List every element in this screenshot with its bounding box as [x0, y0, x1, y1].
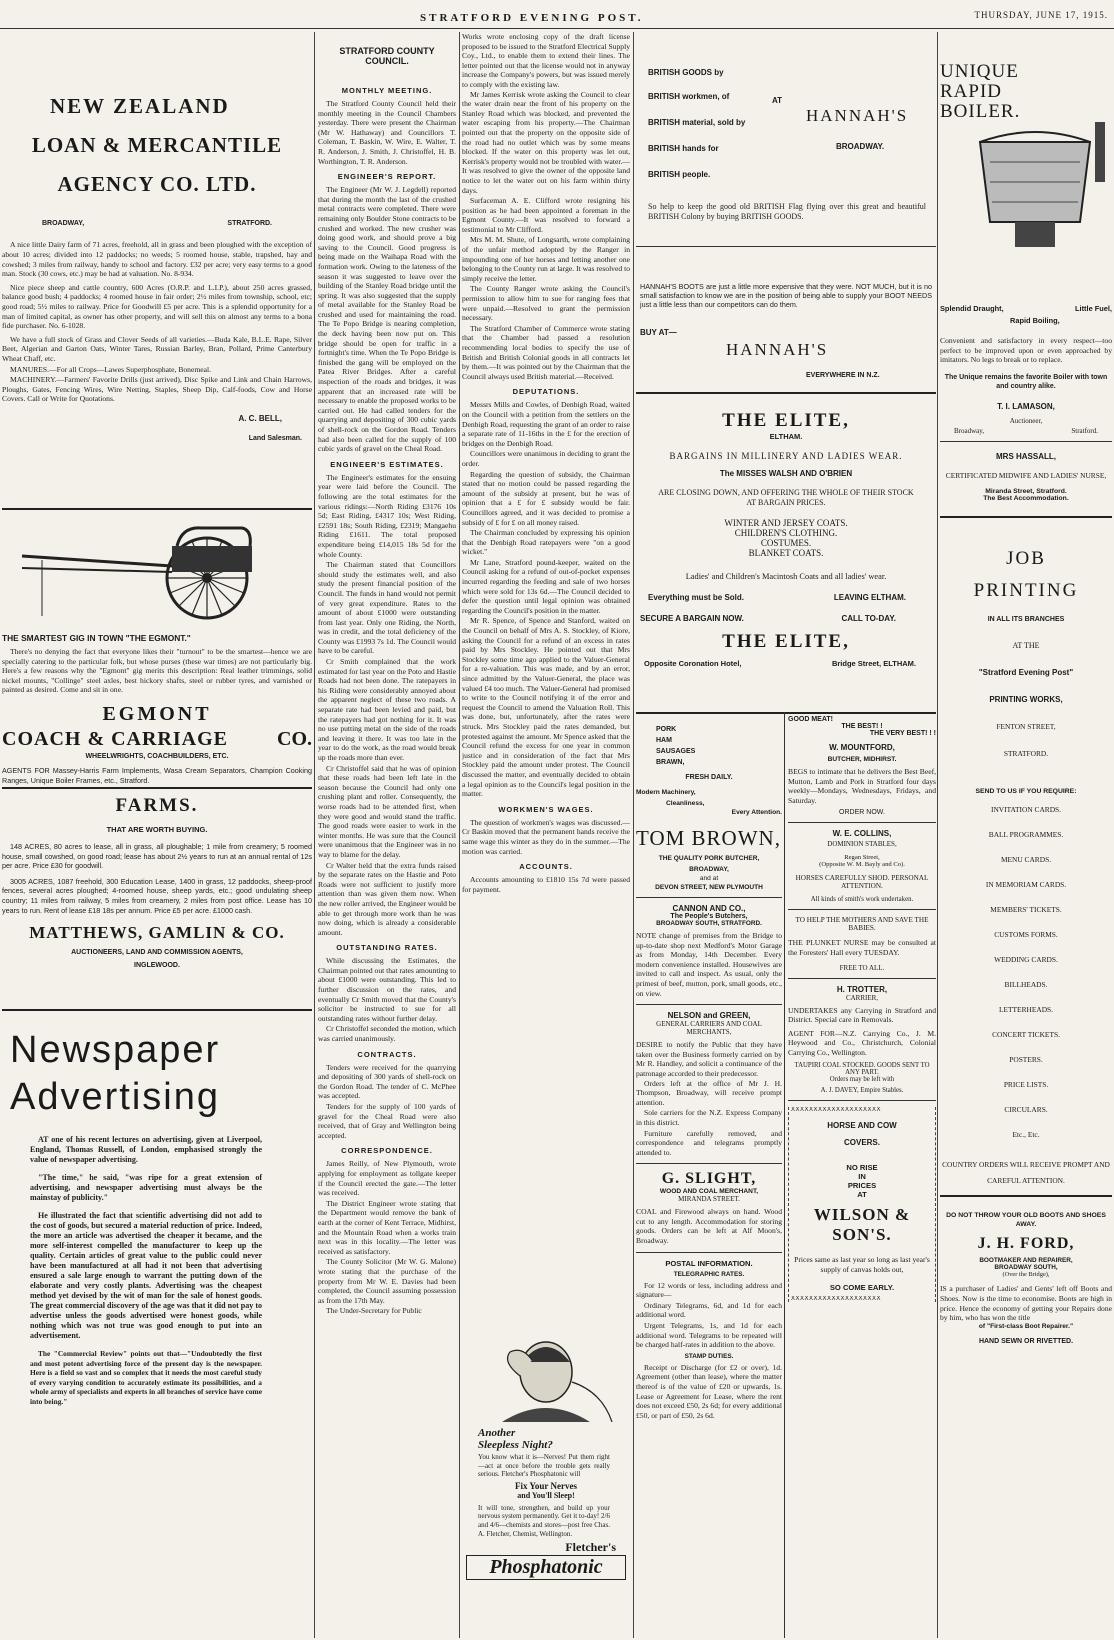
- article-paragraph: Messrs Mills and Cowles, of Denbigh Road, waited on the Council with a petition from the settlers on the Denbigh Road, requesting the grant of an order to raise a separate rate of 11-16ths in the £ for the erection of bridges on the Denbigh Road.: [462, 400, 630, 448]
- ad-paragraph: UNDERTAKES any Carrying in Stratford and District. Special care in Removals.: [788, 1005, 936, 1025]
- ad-paragraph: COUNTRY ORDERS WILL RECEIVE PROMPT AND CAREFUL ATTENTION.: [942, 1160, 1110, 1186]
- ad-line: of "First-class Boot Repairer.": [978, 1322, 1074, 1330]
- ad-line: WINTER AND JERSEY COATS.: [724, 518, 848, 528]
- ad-line: STAMP DUTIES.: [684, 1352, 734, 1360]
- article-paragraph: Mr Lane, Stratford pound-keeper, waited on the Council asking for a refund of out-of-pocket expenses incurred regarding the feeding and sale of two horses which were sold for 13s 6d.—The Council decided to defer the question until legal opinion was obtained regarding the Council's position in the matter.: [462, 557, 630, 615]
- ad-paragraph: It will tone, strengthen, and build up your nervous system permanently. Get it to-day! 2/6 and 4/6—chemists and stores—post free Chas. A. Fletcher, Chemist, Wellington.: [478, 1503, 610, 1538]
- ad-line: PORK: [656, 726, 677, 733]
- column-1: [2, 32, 312, 1638]
- ad-line: AT THE: [1012, 641, 1040, 651]
- article-paragraph: Tenders for the supply of 100 yards of gravel for the Cheal Road were also received, that of Gray and Wellington being accepted.: [318, 1102, 456, 1140]
- ad-line: PRICES: [847, 1180, 877, 1190]
- article-paragraph: Councillors were unanimous in deciding to grant the order.: [462, 449, 630, 468]
- ad-line: Bridge Street, ELTHAM.: [831, 659, 916, 668]
- ad-subheading: AUCTIONEERS, LAND AND COMMISSION AGENTS,: [71, 949, 243, 957]
- ad-heading: COACH & CARRIAGE: [2, 727, 228, 750]
- ad-line: Broadway,: [954, 426, 985, 435]
- article-paragraph: Cr Christoffel seconded the motion, which was carried unanimously.: [318, 1024, 456, 1044]
- ad-line: AT: [772, 96, 783, 105]
- ad-headline: Fix Your Nerves: [515, 1480, 577, 1491]
- job-printing-ad: [940, 548, 1112, 1189]
- ad-paragraph: Furniture carefully removed, and correspondence and telegrams promptly attended to.: [636, 1128, 782, 1157]
- ad-line: CERTIFICATED MIDWIFE AND LADIES' NURSE,: [945, 470, 1107, 480]
- ad-line: MIRANDA STREET.: [678, 1195, 740, 1204]
- ad-heading: UNIQUE: [940, 61, 1019, 82]
- article-paragraph: Cr Christoffel said that he was of opinion that these roads had been left late in the season because the Council had only one crushing plant and roller. Consequently, the worse roads had to be attended first, when they were good and would stand the traffic. The good roads were easier to work in the winter months. He was sure that the Council were unanimous that the Engineer was in no way to blame for the delay.: [318, 763, 456, 859]
- ad-heading: NEW ZEALAND: [50, 94, 230, 118]
- postal-info: [636, 1259, 782, 1421]
- ad-line: BARGAINS IN MILLINERY AND LADIES WEAR.: [669, 451, 903, 461]
- ad-paragraph: We have a full stock of Grass and Clover Seeds of all varieties.—Buda Kale, B.L.E. Rape, Silver Beet, Algerian and Garton Oats, Winter Tares, Russian Barley, Bran, Pollard, Prime Canterbury Wheat Chaff, etc.: [2, 334, 312, 363]
- section-heading: ENGINEER'S REPORT.: [337, 172, 437, 182]
- elite-ad: [636, 410, 936, 710]
- ad-line: Little Fuel,: [1075, 304, 1112, 313]
- ad-line: THE QUALITY PORK BUTCHER,: [658, 855, 760, 862]
- section-heading: MONTHLY MEETING.: [341, 86, 433, 95]
- ad-heading: PRINTING: [973, 580, 1079, 602]
- article-paragraph: The Stratford County Council held their monthly meeting in the Council Chambers yesterday. There were present the Chairman (Mr W. Hathaway) and Councillors T. Coleman, T. Baskin, W. Wire, E. Walter, T. R. Anderson, J. Smith, J. Christoffel, H. B. Worthington, T. R. Anderson.: [318, 99, 456, 166]
- article-paragraph: Works wrote enclosing copy of the draft license proposed to be issued to the Stratford Electrical Supply Coy., Ltd., to enable them to extend their lines. The letter pointed out that the license would not in anyway increase the Company's powers, but was issued merely to comply with the existing law.: [462, 32, 630, 89]
- ad-line: HAND SEWN OR RIVETTED.: [978, 1337, 1074, 1345]
- ad-paragraph: MACHINERY.—Farmers' Favorite Drills (just arrived), Disc Spike and Link and Chain Harrows, Ploughs, Gates, Fencing Wires, Wire Netting, Staples, Sheep Dip, Calf-foods, Cow and Horse Covers. Call or Write for Quotations.: [2, 375, 312, 404]
- ad-line: TELEGRAPHIC RATES.: [673, 1270, 745, 1278]
- ad-heading: MATTHEWS, GAMLIN & CO.: [29, 923, 285, 943]
- ad-heading: HORSE AND COW: [827, 1120, 897, 1130]
- article-paragraph: The Chairman stated that Councillors should study the estimates well, and also study the present financial position of the Council. The funds in hand would not permit of very great expenditure. Rates to the amount of about £1000 were outstanding from last year. Only one Riding, the North, was in credit, and the total deficiency of the County was £1993 7s 1d. The Council would have to be careful.: [318, 560, 456, 656]
- article-paragraph: The District Engineer wrote stating that the Department would remove the bank of earth at the corner of Kent Terrace, Midhirst, and the Mountain Road when a works train next was in this locality.—The letter was received as satisfactory.: [318, 1198, 456, 1256]
- ad-line: Everything must be Sold.: [648, 593, 745, 602]
- ad-line: BROADWAY,: [689, 866, 729, 873]
- boiler-illustration: [960, 122, 1110, 252]
- ad-paragraph: A nice little Dairy farm of 71 acres, freehold, all in grass and been ploughed with the exception of about 10 acres; divided into 12 paddocks; no weeds; 5 roomed house, stable, trapshed, hay and cowshed; 3 miles from railway, handy to school and factory. £32 per acre; very easy terms to a good man. Stock (30 cows, etc.) may be had at valuation. No. 8-934.: [2, 240, 312, 279]
- article-paragraph: AT one of his recent lectures on advertising, given at Liverpool, England, Thomas Russell, of London, emphasised strongly the value of newspaper advertising.: [30, 1135, 262, 1164]
- job-item: CONCERT TICKETS.: [992, 1030, 1060, 1040]
- ad-line: THE VERY BEST! ! !: [869, 730, 936, 737]
- x-border: XXXXXXXXXXXXXXXXXXXX: [791, 1106, 882, 1113]
- job-items-list: [940, 805, 1112, 1139]
- article-paragraph: The Stratford Chamber of Commerce wrote stating that the Chamber had passed a resolution recommending local bodies to specify the use of British and British Colonial goods in all contracts let by them.—It was pointed out by the Chairman that the Council always used British material.—Received.: [462, 323, 630, 381]
- article-title: COUNCIL.: [365, 56, 409, 66]
- job-item: LETTERHEADS.: [999, 1005, 1053, 1015]
- ad-town: STRATFORD.: [227, 220, 272, 227]
- column-4: [636, 32, 936, 1638]
- column-5: [940, 32, 1112, 1638]
- col4-right: [788, 716, 936, 1302]
- job-item: Etc., Etc.: [1012, 1130, 1040, 1140]
- ad-heading: RAPID: [940, 81, 1003, 102]
- slight-ad: [636, 1170, 782, 1245]
- ad-heading: HANNAH'S: [806, 106, 909, 125]
- ad-paragraph: COAL and Firewood always on hand. Wood cut to any length. Accommodation for storing goods. Orders can be left at Alf Moon's, Broadway.: [636, 1207, 782, 1246]
- ad-paragraph: Prices same as last year so long as last year's supply of canvas holds out,: [794, 1254, 930, 1274]
- ad-line: FREE TO ALL.: [839, 963, 885, 972]
- ad-line: FRESH DAILY.: [685, 774, 733, 781]
- ad-paragraph: Sole carriers for the N.Z. Express Company in this district.: [636, 1108, 782, 1127]
- article-paragraph: Accounts amounting to £1810 15s 7d were passed for payment.: [462, 875, 630, 894]
- ad-line: A. J. DAVEY, Empire Stables.: [820, 1086, 904, 1094]
- article-paragraph: The Engineer (Mr W. J. Legdell) reported that during the month the last of the crushed metal contracts were completed. There were remaining only Boulder Stone contracts to be crushed and worked. The new crusher was doing good work, and should prove a big saving to the Council. Good progress is being made on the Waihapa Road with the formation work. Owing to the lateness of the season it was suggested to leave over the building of the Stanley Road bridge until the spring. It was also suggested that the supply of metal available for the Stanley Road be crushed and used for maintaining the road. The Te Popo Bridge is nearing completion, the deck having been now put on. This bridge should be open for traffic in a fortnight's time. When the Te Popo Bridge is finished the gang will be employed on the Patea River Bridges. After a careful inspection of the roads and bridges, it was apparent that an increased rate will be necessary to enable the proposed works to be carried out. He had called tenders for the quarrying and depositing of 300 cubic yards of shell-rock on the Gordon Road. Tenders had also been called for the supply of 100 cubic yards of gravel on the Cheal Road.: [318, 185, 456, 454]
- ad-heading: CANNON AND CO.,: [672, 904, 746, 913]
- plunket-ad: [788, 916, 936, 971]
- article-title: STRATFORD COUNTY: [339, 46, 435, 56]
- article-title: Advertising: [10, 1076, 220, 1118]
- ad-line: BUY AT—: [640, 328, 677, 337]
- ad-line: BRITISH hands for: [648, 144, 719, 153]
- article-paragraph: The County Ranger wrote asking the Council's permission to allow him to sue for ranging fees that were unpaid.—Resolved to grant the permission necessary.: [462, 284, 630, 323]
- ad-heading: JOB: [1006, 548, 1046, 570]
- ad-line: All kinds of smith's work undertaken.: [810, 896, 914, 904]
- ad-line: (Opposite W. M. Bayly and Co).: [819, 861, 905, 869]
- column-2: [318, 32, 456, 1638]
- ad-town: ELTHAM.: [769, 432, 803, 441]
- ad-line: Orders may be left with: [829, 1075, 895, 1083]
- mountford-ad: [788, 716, 936, 816]
- ad-line: GOOD MEAT!: [788, 716, 833, 723]
- ad-line: CALL TO-DAY.: [841, 614, 896, 623]
- ad-headline: Another: [478, 1427, 516, 1439]
- ad-subheading: WHEELWRIGHTS, COACHBUILDERS, ETC.: [85, 752, 229, 760]
- section-heading: CONTRACTS.: [357, 1049, 417, 1059]
- ad-heading: FARMS.: [115, 795, 199, 816]
- phosphatonic-ad: [462, 1332, 630, 1632]
- ad-line: BOOTMAKER AND REPAIRER,: [979, 1257, 1073, 1265]
- ad-heading: W. MOUNTFORD,: [829, 743, 895, 752]
- ad-line: BUTCHER, MIDHIRST.: [827, 756, 897, 763]
- ad-paragraph: Convenient and satisfactory in every respect—too perfect to be improved upon or even approached by imitators. No legs to break or to replace.: [940, 336, 1112, 365]
- ad-line: ORDER NOW.: [839, 809, 885, 817]
- ad-heading: TO HELP THE MOTHERS AND SAVE THE BABIES.: [795, 916, 929, 933]
- ad-line: FENTON STREET,: [996, 722, 1056, 732]
- article-paragraph: Mr James Kerrisk wrote asking the Council to clear the water drain near the front of his property on the Stanley Road which was blocked, and prevented the water escaping from his property.—The Chairman pointed out that the property on the opposite side of the road had no outlet which was by some means blocked. If the water on this property was let out, Kerrisk's property would not be troubled with water.—It was resolved to give the owner of the opposite land notice to let the water out on his farm within thirty days.: [462, 89, 630, 195]
- ad-heading: LOAN & MERCANTILE: [31, 133, 283, 157]
- ad-line: Cleanliness,: [666, 800, 705, 807]
- ad-line: COSTUMES.: [760, 538, 812, 548]
- job-item: MEMBERS' TICKETS.: [990, 905, 1062, 915]
- newspaper-advertising-article: [2, 1029, 312, 1407]
- article-paragraph: "The time," he said, "was ripe for a great extension of advertising, and newspaper advertising must always be the mainstay of publicity.": [30, 1173, 262, 1202]
- ad-heading: NELSON and GREEN,: [667, 1011, 751, 1021]
- nz-loan-ad: [2, 32, 312, 502]
- ad-heading: THE ELITE,: [722, 631, 850, 652]
- job-item: POSTERS.: [1009, 1055, 1043, 1065]
- job-item: BILLHEADS.: [1004, 980, 1048, 990]
- trotter-ad: [788, 985, 936, 1094]
- ad-line: The People's Butchers,: [670, 913, 748, 920]
- article-paragraph: Tenders were received for the quarrying and depositing of 300 yards of shell-rock on the Gordon Road. The tender of C. McPhee was accepted.: [318, 1062, 456, 1101]
- col4-left: [636, 716, 782, 1421]
- ad-line: Miranda Street, Stratford.: [985, 488, 1067, 496]
- ad-line: HORSES CAREFULLY SHOD. PERSONAL ATTENTION.: [795, 874, 929, 891]
- ad-headline: THE SMARTEST GIG IN TOWN "THE EGMONT.": [2, 633, 191, 643]
- masthead: [0, 8, 1114, 29]
- ad-heading: CO.: [277, 727, 312, 750]
- article-paragraph: The "Commercial Review" points out that—"Undoubtedly the first and most potent advertising force of the present day is the newspaper. Here is a field so vast and so complex that it needs the most careful study of every varying condition to accurately estimate its possibilities, and a whole army of specialists and experts in all branches of service have come into being.": [30, 1349, 262, 1406]
- ad-line: NO RISE: [846, 1162, 878, 1172]
- ad-paragraph: NOTE change of premises from the Bridge to up-to-date shop next Medford's Motor Garage as from Monday, 14th December. Every modern convenience installed. Housewives are invited to call and inspect. As usual, only the primest of beef, mutton, pork, small goods, etc., on view.: [636, 931, 782, 998]
- section-heading: DEPUTATIONS.: [512, 387, 580, 397]
- column-rule: [937, 32, 938, 1638]
- ad-line: and at: [699, 875, 719, 882]
- ad-heading: W. E. COLLINS,: [832, 829, 892, 839]
- x-border: XXXXXXXXXXXXXXXXXXXX: [791, 1295, 882, 1302]
- ad-line: BROADWAY SOUTH, STRATFORD.: [656, 920, 762, 927]
- ad-brand: Phosphatonic: [466, 1555, 626, 1580]
- article-paragraph: Cr Smith complained that the work estimated for last year on the Poto and Hastie Roads had not been done. The ratepayers in his Riding were considerably annoyed about the apparent neglect of these two roads. A separate rate had been levied and paid, but the ratepayers had got nothing for it. It was no use putting metal on the side of the roads and leaving it there. It was too late in the year to do the work, as the road would break up the roads more than ever.: [318, 657, 456, 762]
- article-paragraph: The County Solicitor (Mr W. G. Malone) wrote stating that the purchase of the property from Mr W. E. Davies had been completed, the Council assuming possession as from the 17th May.: [318, 1257, 456, 1305]
- ad-heading: EGMONT: [102, 702, 212, 725]
- ad-line: BRITISH material, sold by: [648, 118, 746, 127]
- ad-line: EVERYWHERE IN N.Z.: [806, 372, 880, 379]
- ad-line: AT: [857, 1189, 867, 1199]
- article-paragraph: James Reilly, of New Plymouth, wrote applying for employment as tollgate keeper if the Council erected the gate.—The letter was received.: [318, 1159, 456, 1198]
- sleepless-man-illustration: [462, 1332, 630, 1422]
- ad-line: HAM: [656, 737, 672, 744]
- ad-line: WOOD AND COAL MERCHANT,: [659, 1188, 759, 1196]
- ad-line: SECURE A BARGAIN NOW.: [640, 614, 744, 623]
- ad-line: DO NOT THROW YOUR OLD BOOTS AND SHOES AWAY.: [946, 1212, 1106, 1229]
- ad-line: BRAWN,: [656, 759, 685, 766]
- article-paragraph: The Under-Secretary for Public: [326, 1306, 422, 1316]
- farms-ad: [2, 795, 312, 995]
- ad-line: Auctioneer,: [1009, 416, 1043, 425]
- job-item: IN MEMORIAM CARDS.: [985, 880, 1067, 890]
- ad-line: LEAVING ELTHAM.: [833, 593, 906, 602]
- job-item: CUSTOMS FORMS.: [994, 930, 1058, 940]
- paper-date: THURSDAY, JUNE 17, 1915.: [974, 10, 1108, 20]
- ad-heading: SON'S.: [832, 1224, 892, 1244]
- ad-line: BRITISH GOODS by: [648, 68, 724, 77]
- ad-line: SEND TO US IF YOU REQUIRE:: [975, 788, 1077, 796]
- article-paragraph: He illustrated the fact that scientific advertising did not add to the cost of goods, but secured a material reduction of price. Indeed, the more an article was advertised the cheaper it became, and the more self-interest compelled the manufacturer to keep up the quality. Certain articles of great value to the public could never have been manufactured at all had it not been that advertising ensured a sale large enough to warrant the putting down of the elaborate and very costly plants. Advertising was the cheapest method yet devised by the wit of man for the sale of honest goods. The great commercial discovery of the age was that it did not pay to advertise unless the goods advertised were honest goods, while nothing which was not true was good enough to put into an advertisement.: [30, 1211, 262, 1340]
- job-item: WEDDING CARDS.: [994, 955, 1058, 965]
- cannon-ad: [636, 904, 782, 998]
- section-heading: WORKMEN'S WAGES.: [498, 804, 594, 814]
- ad-line: CARRIER,: [845, 993, 879, 1002]
- ad-town: INGLEWOOD.: [134, 962, 180, 970]
- article-paragraph: Cr Walter held that the extra funds raised by the separate rates on the Hastie and Poto Roads were not sufficient to justify more attention than was given them now. When the new roller arrived, the Engineer would be able to get through more work than he was now doing, which is already a considerable amount.: [318, 860, 456, 937]
- job-item: CIRCULARS.: [1004, 1105, 1048, 1115]
- column-rule: [314, 32, 315, 1638]
- ad-line: TAUPIRI COAL STOCKED. GOODS SENT TO ANY PART.: [794, 1061, 930, 1076]
- ad-heading: MRS HASSALL,: [996, 451, 1056, 461]
- gig-illustration: [2, 516, 302, 626]
- ad-line: SO COME EARLY.: [829, 1282, 895, 1292]
- article-paragraph: Regarding the question of subsidy, the Chairman stated that no motion could be passed regarding the amount of the subsidy at present, but he was of opinion that a £ for £ subsidy would be fair. Councillors agreed, and it was decided to promise a subsidy of £ for £ on all money raised.: [462, 469, 630, 527]
- ad-paragraph: BEGS to intimate that he delivers the Best Beef, Mutton, Lamb and Pork in Stratford four days weekly—Mondays, Wednesdays, Fridays, and Saturday.: [788, 767, 936, 805]
- ad-paragraph: THE PLUNKET NURSE may be consulted at the Foresters' Hall every TUESDAY.: [788, 938, 936, 957]
- ad-heading: G. SLIGHT,: [661, 1170, 757, 1188]
- ad-heading: TOM BROWN,: [636, 826, 781, 850]
- wilson-ad: [788, 1107, 936, 1302]
- ad-paragraph: The Unique remains the favorite Boiler with town and country alike.: [944, 373, 1108, 391]
- ad-line: BROADWAY.: [836, 142, 885, 151]
- ad-line: Stratford.: [1071, 426, 1098, 435]
- ad-line: SAUSAGES: [656, 748, 696, 755]
- ad-heading: T. I. LAMASON,: [997, 401, 1055, 411]
- job-item: BALL PROGRAMMES.: [988, 830, 1064, 840]
- ad-line: The MISSES WALSH AND O'BRIEN: [719, 469, 853, 478]
- column-3: [462, 32, 630, 1638]
- ad-line: The Best Accommodation.: [983, 495, 1069, 503]
- ad-paragraph: 3005 ACRES, 1087 freehold, 300 Education Lease, 1400 in grass, 12 paddocks, sheep-proof fences, several acres ploughed; 4-roomed house, sheep yards, etc.; good undulating sheep country; 11 miles from railway, 5 miles from creamery, 2 miles from post office. Lease has 10 years to run. Rent of lease £18 18s per annum. Price £5 per acre. £1000 cash.: [2, 876, 312, 915]
- article-paragraph: The Engineer's estimates for the ensuing year were laid before the Council. The following are the total estimates for the various ridings:—North Riding £3176 10s 5d; East Riding, £4317 10s; West Riding, £2591 18s; South Riding, £2319; Mangaehu Riding £1611. The total proposed expenditure being £14,015 18s 5d for the whole County.: [318, 472, 456, 559]
- ad-paragraph: Ordinary Telegrams, 6d, and 1d for each additional word.: [636, 1300, 782, 1320]
- ad-line: IN: [858, 1171, 866, 1181]
- ad-paragraph: MANURES.—For all Crops—Lawes Superphosphate, Bonemeal.: [10, 364, 212, 374]
- ad-headline: and You'll Sleep!: [517, 1490, 575, 1500]
- ad-line: Opposite Coronation Hotel,: [644, 659, 742, 668]
- ad-line: BLANKET COATS.: [748, 548, 824, 558]
- ad-subheading: THAT ARE WORTH BUYING.: [106, 825, 208, 834]
- ad-line: Ladies' and Children's Macintosh Coats and all ladies' wear.: [685, 572, 887, 581]
- article-paragraph: The question of workmen's wages was discussed.—Cr Baskin moved that the permanent hands receive the same wage this winter as they do in the summer.—The motion was carried.: [462, 817, 630, 856]
- article-paragraph: Mr R. Spence, of Spence and Stanford, waited on the Council on behalf of Mrs A. S. Stockley, of Kiore, asking the Council for a refund of an excess in rates paid by Mrs Stockley. He pointed out that Mrs Stockley some time ago applied to the Valuer-General for a re-valuation. This was made, and by an error, since admitted by the Valuer-General, the place was valued £4 too much. The Valuer-General had promised to write to the Council notifying it of the error and request the Council to amend the Valuation Roll. This was done, but, unfortunately, after the rates were struck. Mrs Stockley paid the rates demanded, but protested against the amount. Mr Spence asked that the Council refund the excess for one year in common justice and in consideration of the fact that Mrs Stockley paid the amount under protest. The Council discussed the matter, and eventually decided to obtain a legal opinion as to the Council's legal position in the matter.: [462, 616, 630, 799]
- article-paragraph: The Chairman concluded by expressing his opinion that the Denbigh Road ratepayers were "on a good wicket.": [462, 528, 630, 557]
- article-paragraph: Mrs M. M. Shute, of Longsarth, wrote complaining of the unfair method adopted by the Ranger in impounding one of her horses and letting another one belonging to the County run at large. It was resolved to simply receive the letter.: [462, 235, 630, 283]
- ad-paragraph: Orders left at the office of Mr J. H. Thompson, Broadway, will receive prompt attention.: [636, 1078, 782, 1107]
- ad-line: CHILDREN'S CLOTHING.: [734, 528, 838, 538]
- section-heading: OUTSTANDING RATES.: [336, 943, 438, 953]
- ad-paragraph: For 12 words or less, including address and signature—: [636, 1280, 782, 1300]
- ad-heading: BOILER.: [940, 101, 1021, 122]
- tom-brown-ad: [636, 726, 782, 891]
- ad-line: Every Attention.: [731, 809, 782, 816]
- ad-heading: COVERS.: [843, 1137, 880, 1147]
- ad-line: BROADWAY SOUTH,: [994, 1264, 1058, 1272]
- ad-line: Regan Street,: [844, 854, 880, 862]
- ford-ad: [940, 1211, 1112, 1344]
- ad-line: ARE CLOSING DOWN, AND OFFERING THE WHOLE OF THEIR STOCK AT BARGAIN PRICES.: [658, 488, 914, 507]
- collins-ad: [788, 829, 936, 903]
- ad-heading: HANNAH'S: [726, 340, 829, 359]
- ad-paragraph: AGENTS FOR Massey-Harris Farm Implements, Wasa Cream Separators, Champion Cooking Ranges, Unique Boiler Frames, etc., Stratford.: [2, 765, 312, 785]
- job-item: INVITATION CARDS.: [990, 805, 1062, 815]
- column-rule: [633, 32, 634, 1638]
- ad-line: DEVON STREET, NEW PLYMOUTH: [655, 884, 763, 891]
- unique-boiler-ad: [940, 32, 1112, 332]
- ad-heading: H. TROTTER,: [836, 984, 888, 994]
- ad-line: "Stratford Evening Post": [978, 668, 1074, 678]
- ad-paragraph: Receipt or Discharge (for £2 or over), 1d. Agreement (other than lease), where the matter thereof is of the value of £20 or upwards, 1s. Lease or Agreement for Lease, where the rent does not exceed £50, 2s 6d; for every additional £50, or part of £50, 2s 6d.: [636, 1362, 782, 1420]
- egmont-ad: [2, 516, 312, 785]
- ad-paragraph: You know what it is—Nerves! Put them right—act at once before the trouble gets really serious. Fletcher's Phosphatonic will: [478, 1453, 610, 1479]
- article-paragraph: While discussing the Estimates, the Chairman pointed out that rates amounting to about £1000 were outstanding. This led to further discussion on the rates, and eventually Cr Smith moved that the County's solicitor be instructed to sue for all outstanding rates without further delay.: [318, 956, 456, 1023]
- ad-line: GENERAL CARRIERS AND COAL MERCHANTS,: [656, 1020, 762, 1037]
- paper-title: STRATFORD EVENING POST.: [420, 12, 644, 24]
- ad-line: STRATFORD.: [1003, 749, 1049, 759]
- column-rule: [459, 32, 460, 1638]
- ad-line: PRINTING WORKS,: [989, 695, 1063, 705]
- article-paragraph: Surfaceman A. E. Clifford wrote resigning his position as he had been appointed a foreman in the Egmont County.—It was resolved to forward a testimonial to Mr Clifford.: [462, 196, 630, 234]
- ad-signature: Land Salesman.: [248, 434, 302, 442]
- ad-line: Rapid Boiling,: [1010, 316, 1060, 325]
- hannahs-ad: [636, 32, 936, 379]
- ad-line: IN ALL ITS BRANCHES: [987, 616, 1065, 624]
- ad-heading: POSTAL INFORMATION.: [665, 1258, 753, 1268]
- job-item: PRICE LISTS.: [1003, 1080, 1049, 1090]
- ad-line: (Over the Bridge),: [1002, 1271, 1050, 1279]
- ad-heading: THE ELITE,: [722, 410, 850, 431]
- section-heading: ACCOUNTS.: [519, 862, 573, 872]
- ad-heading: WILSON &: [813, 1204, 911, 1224]
- job-item: MENU CARDS.: [1000, 855, 1052, 865]
- ad-paragraph: IS a purchaser of Ladies' and Gents' left off Boots and Shoes. Now is the time to economise. Boots are high in price. Hence the economy of getting your Repairs done by him, who has won the title: [940, 1284, 1112, 1323]
- ad-paragraph: 148 ACRES, 80 acres to lease, all in grass, all ploughable; 1 mile from creamery; 5 roomed house, small cowshed, on good road; lease has about 2½ years to run at an annual rental of 12s per acre. Price £30 for goodwill.: [2, 842, 312, 871]
- ad-paragraph: HANNAH'S BOOTS are just a little more expensive that they were. NOT MUCH, but it is no small satisfaction to know we are in the position of being able to supply your BOOT NEEDS just a little less than our competitors can do them.: [640, 282, 932, 309]
- section-heading: CORRESPONDENCE.: [341, 1146, 433, 1156]
- nelson-green-ad: [636, 1011, 782, 1157]
- ad-headline: Sleepless Night?: [478, 1439, 553, 1451]
- ad-signature: A. C. BELL,: [238, 413, 282, 423]
- ad-heading: J. H. FORD,: [977, 1235, 1075, 1253]
- ad-heading: AGENCY CO. LTD.: [57, 172, 257, 196]
- ad-paragraph: There's no denying the fact that everyone likes their "turnout" to be the smartest—hence we are specially catering to the particular folk, but whose purses (these war times) are not particularly big. Here's a few reasons why the "Egmont" gig merits this description: Real leather trimmings, solid nickel mounts, "Collinge" steel axles, best hickory shafts, steel or rubber tyres, and varnished or painted as desired. Come and sit in one.: [2, 647, 312, 695]
- article-title: Newspaper: [10, 1029, 221, 1071]
- ad-line: BRITISH people.: [648, 170, 711, 179]
- ad-paragraph: AGENT FOR—N.Z. Carrying Co., J. M. Heywood and Co., Christchurch, Colonial Carrying Co., Wellington.: [788, 1028, 936, 1057]
- ad-address: BROADWAY,: [42, 220, 85, 227]
- ad-brand: Fletcher's: [565, 1540, 616, 1555]
- ad-paragraph: So help to keep the good old BRITISH Flag flying over this great and beautiful BRITISH Colony by buying BRITISH GOODS.: [648, 202, 926, 221]
- section-heading: ENGINEER'S ESTIMATES.: [330, 459, 444, 469]
- hassall-ad: [940, 452, 1112, 502]
- ad-line: BRITISH workmen, of: [648, 92, 730, 101]
- ad-line: Modern Machinery,: [636, 789, 696, 796]
- ad-paragraph: Nice piece sheep and cattle country, 600 Acres (O.R.P. and L.I.P.), about 250 acres grassed, balance good bush; 4 paddocks; 4 roomed house in fair order; 2½ miles from township, school, etc; good road; 5½ miles to railway. Price for Goodwill £5 per acre. This is a splendid opportunity for a man of limited capital, as owner has other property, and will sell this on almost any terms to a bona fide purchaser. No. 6-1028.: [2, 282, 312, 331]
- ad-line: DOMINION STABLES,: [827, 840, 897, 849]
- ad-line: THE BEST! !: [841, 723, 883, 730]
- ad-line: Splendid Draught,: [940, 304, 1004, 313]
- ad-paragraph: Urgent Telegrams, 1s, and 1d for each additional word. Telegrams to be repeated will be charged half-rates in addition to the above.: [636, 1321, 782, 1350]
- ad-paragraph: DESIRE to notify the Public that they have taken over the Business formerly carried on by Mr R. Handley, and solicit a continuance of the patronage accorded to their predecessor.: [636, 1040, 782, 1078]
